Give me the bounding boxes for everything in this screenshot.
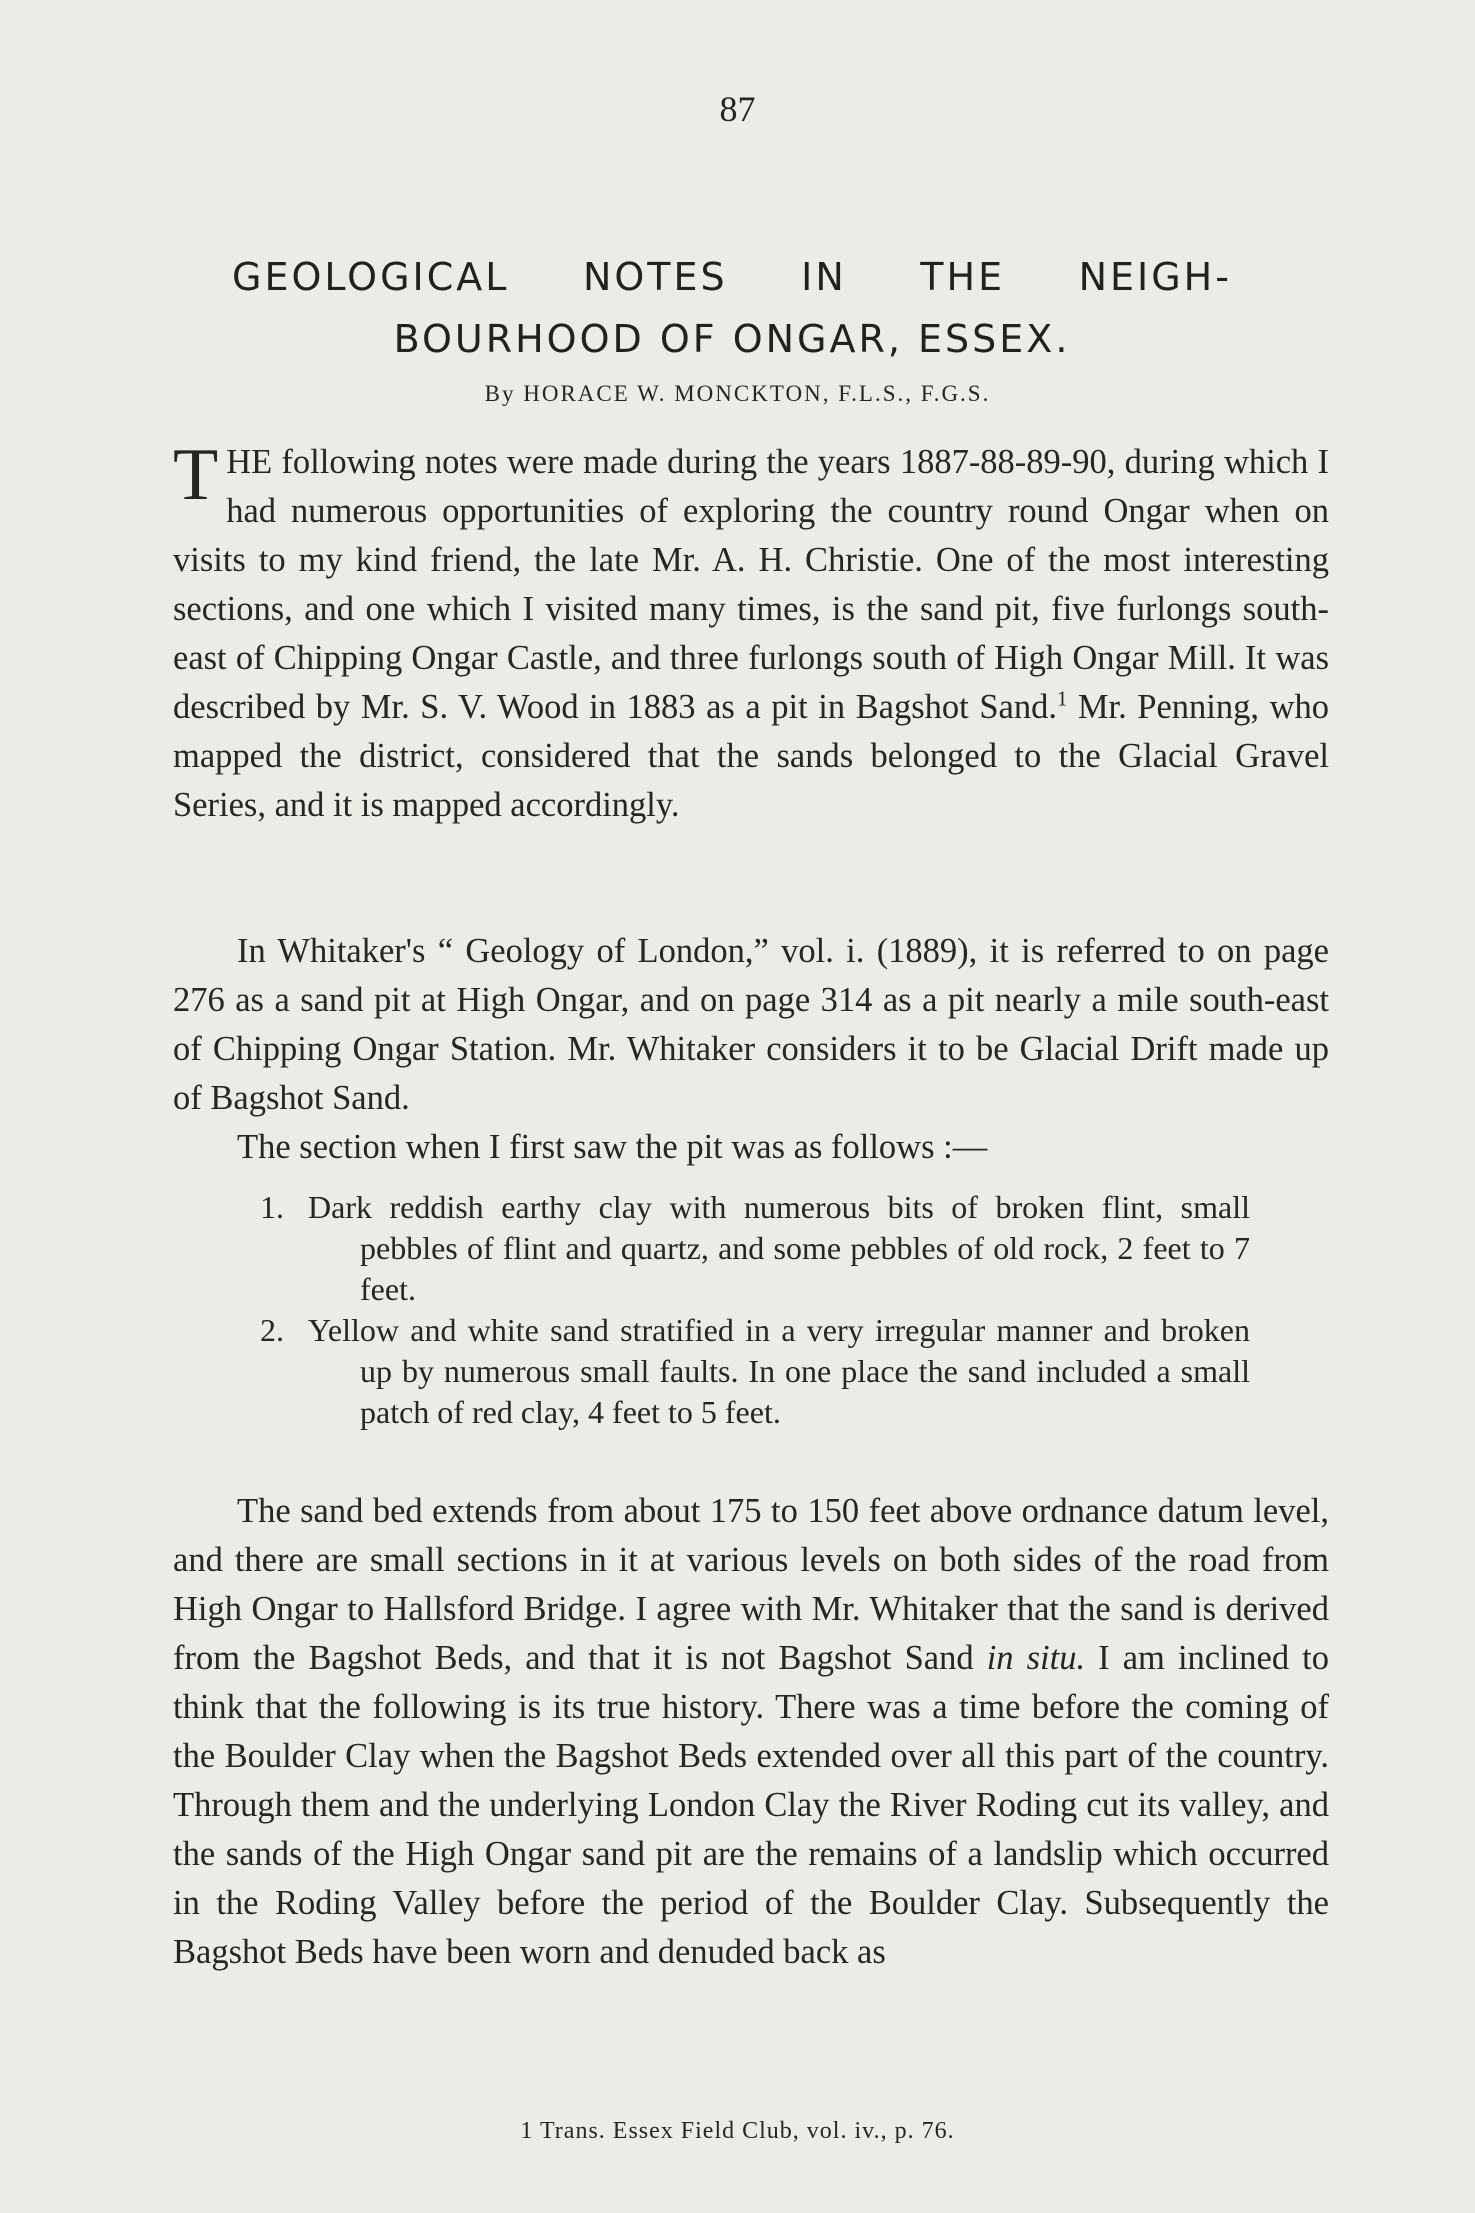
paragraph-1-text: HE following notes were made during the years 1887-88-89-90, during which I had numerous opportunities of exploring the country round Ongar when on visits to my kind friend, the late Mr. A. H. Christie. One of the most interesting sections, and one which I visited many times, is the sand pit, five furlongs south-east of Chipping Ongar Castle, and three furlongs south of High Ongar Mill. It was described by Mr. S. V. Wood in 1883 as a pit in Bagshot Sand.	[173, 443, 1329, 726]
article-title	[232, 246, 1242, 370]
list-item-text: Dark reddish earthy clay with numerous bits of broken flint, small pebbles of flint and quartz, and some pebbles of old rock, 2 feet to 7 feet.	[308, 1189, 1250, 1307]
footnote-marker: 1	[1056, 688, 1068, 711]
paragraph-2	[173, 927, 1329, 1123]
paragraph-4	[173, 1487, 1329, 1977]
paragraph-3	[173, 1123, 1329, 1172]
paragraph-4-text-end: I am inclined to think that the following is its true history. There was a time before the coming of the Boulder Clay when the Bagshot Beds extended over all this part of the country. Through them and the underlying London Clay the River Roding cut its valley, and the sands of the High Ongar sand pit are the remains of a landslip which occurred in the Roding Valley before the period of the Boulder Clay. Subsequently the Bagshot Beds have been worn and denuded back as	[173, 1639, 1329, 1971]
list-item-number: 2.	[260, 1312, 284, 1348]
paragraph-4-text	[173, 1487, 1329, 1977]
title-line-1	[232, 246, 1232, 308]
paragraph-4-text-start: The sand bed extends from about 175 to 150 feet above ordnance datum level, and there are small sections in it at various levels on both sides of the road from High Ongar to Hallsford Bridge. I agree with Mr. Whitaker that the sand is derived from the Bagshot Beds, and that it is not Bagshot Sand	[173, 1492, 1329, 1677]
paragraph-2-text: In Whitaker's “ Geology of London,” vol. i. (1889), it is referred to on page 276 as a sand pit at High Ongar, and on page 314 as a pit nearly a mile south-east of Chipping Ongar Station. Mr. Whitaker considers it to be Glacial Drift made up of Bagshot Sand.	[173, 932, 1329, 1117]
page-number: 87	[719, 89, 756, 129]
title-word: GEOLOGICAL	[232, 255, 510, 299]
section-list-item	[260, 1310, 1250, 1433]
title-word: NEIGH-	[1078, 255, 1232, 299]
italic-phrase: in situ.	[986, 1639, 1086, 1677]
paragraph-1-text-continued: Mr. Penning, who mapped the district, considered that the sands belonged to the Glacial Gravel Series, and it is mapped accordingly.	[173, 688, 1329, 824]
title-word: IN	[801, 255, 847, 299]
section-list-item	[260, 1187, 1250, 1310]
title-word: NOTES	[582, 255, 728, 299]
list-item-number: 1.	[260, 1189, 284, 1225]
author-byline: By HORACE W. MONCKTON, F.L.S., F.G.S.	[484, 381, 991, 406]
drop-cap: T	[173, 434, 219, 516]
title-line-2: BOURHOOD OF ONGAR, ESSEX.	[393, 317, 1071, 361]
paragraph-1	[173, 434, 1329, 830]
title-word: THE	[920, 255, 1006, 299]
footnote: 1 Trans. Essex Field Club, vol. iv., p. 76.	[520, 2118, 955, 2144]
paragraph-3-text: The section when I first saw the pit was as follows :—	[237, 1128, 988, 1166]
list-item-text: Yellow and white sand stratified in a very irregular manner and broken up by numerous small faults. In one place the sand included a small patch of red clay, 4 feet to 5 feet.	[308, 1312, 1250, 1430]
